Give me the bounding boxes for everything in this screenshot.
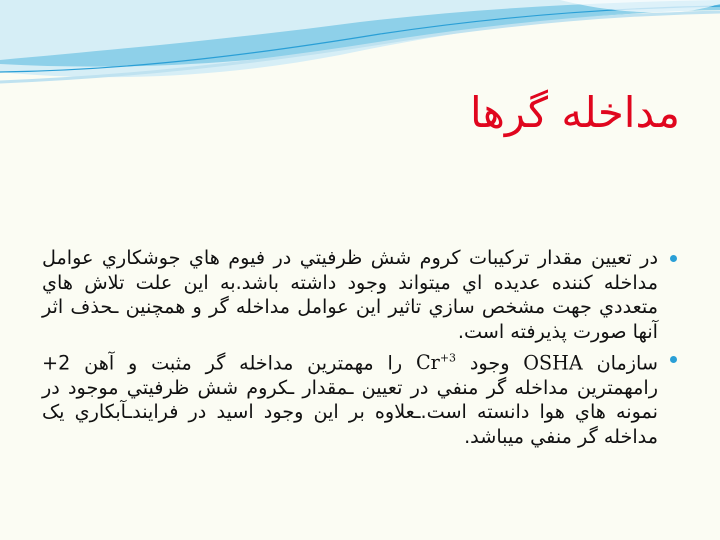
chromium-ion [416, 351, 456, 374]
bullet-item [42, 246, 680, 344]
ion-charge: +3 [439, 352, 457, 365]
bullet-text: در تعيين مقدار تركيبات كروم شش ظرفيتي در فيوم هاي جوشكاري عوامل مداخله كننده عديده اي ميتواند وجود داشته باشد.به اين علت تلاش هاي متعددي جهت مشخص سازي تاثير اين عوامل مداخله گر و همچنين ـحذف اثر آنها صورت پذيرفته است. [42, 246, 658, 343]
bullet-text-mid: وجود [456, 351, 524, 375]
bullet-text-lead: سازمان [582, 351, 658, 375]
header-wave-decoration [0, 0, 720, 100]
bullet-dot-icon [670, 255, 677, 262]
bullet-text-rest: را مهمترين مداخله گر مثبت و آهن 2+ رامهمترين مداخله گر منفي در تعيين ـمقدار ـكروم شش ظرفيتي موجود در نمونه هاي هوا دانسته است.ـعلاوه بر اين وجود اسيد در فرايندـآبكاري يک مداخله گر منفي ميباشد. [42, 351, 658, 448]
bullet-dot-icon [670, 356, 677, 363]
slide-title: مداخله گرها [469, 88, 680, 137]
org-name: OSHA [523, 351, 583, 375]
slide-body [42, 246, 680, 452]
bullet-item [42, 347, 680, 449]
ion-symbol: Cr [415, 351, 440, 375]
